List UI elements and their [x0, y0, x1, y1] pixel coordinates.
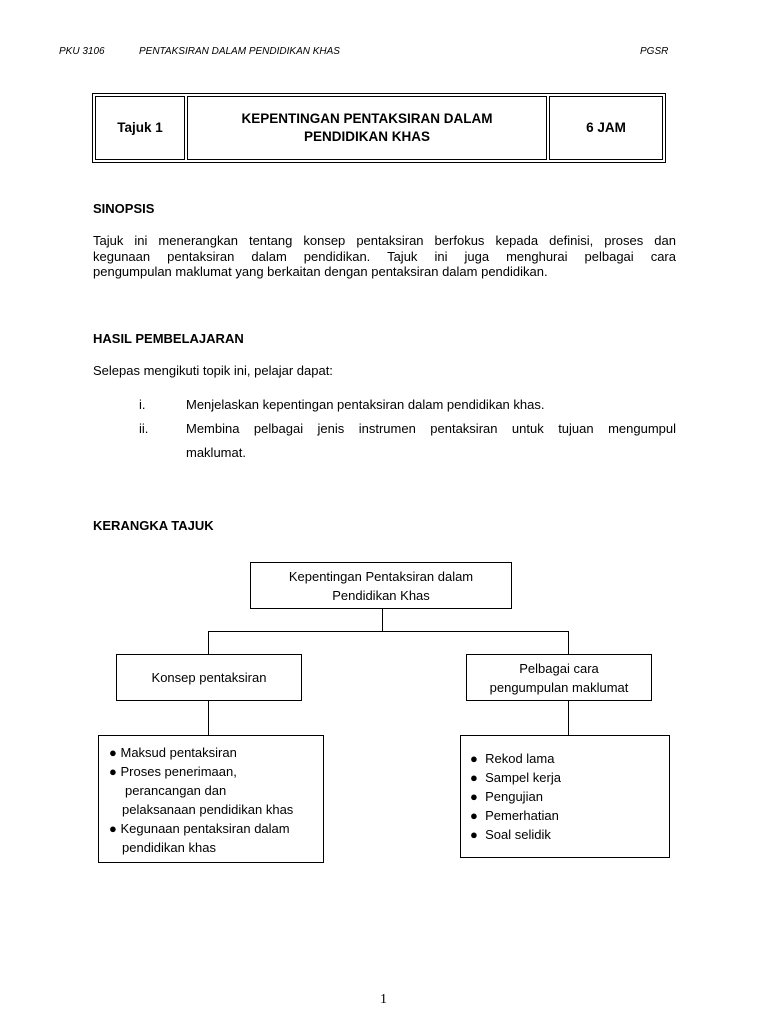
bullet-icon: ● — [470, 808, 478, 823]
header-program: PGSR — [640, 46, 669, 57]
bullet-icon: ● — [470, 789, 478, 804]
list-item-text: Rekod lama — [485, 751, 555, 766]
list-item-continued: pelaksanaan pendidikan khas — [122, 802, 294, 817]
connector-line — [208, 700, 209, 736]
outcome-number: i. — [139, 397, 146, 412]
topic-title — [187, 96, 547, 160]
list-item-text: Soal selidik — [485, 827, 551, 842]
list-item — [109, 743, 323, 762]
root-node-line1: Kepentingan Pentaksiran dalam — [288, 568, 474, 584]
topic-title-line1: KEPENTINGAN PENTAKSIRAN DALAM — [241, 111, 493, 126]
list-item-continued: pendidikan khas — [122, 840, 216, 855]
synopsis-line: kegunaan pentaksiran dalam pendidikan. Tajuk ini juga menghurai pelbagai cara — [93, 248, 676, 264]
list-item-text: Pemerhatian — [485, 808, 559, 823]
list-item — [109, 762, 323, 781]
outcome-text: Menjelaskan kepentingan pentaksiran dalam pendidikan khas. — [186, 397, 545, 412]
left-node-box — [116, 654, 302, 701]
synopsis-paragraph — [93, 233, 676, 280]
header-code: PKU 3106 — [59, 46, 105, 57]
list-item-continued: perancangan dan — [125, 783, 227, 798]
list-item-text: Kegunaan pentaksiran dalam — [120, 821, 290, 836]
root-node-line2: Pendidikan Khas — [332, 587, 430, 603]
list-item-text: Sampel kerja — [485, 770, 561, 785]
outcome-number: ii. — [139, 421, 149, 436]
connector-line — [568, 700, 569, 736]
outcome-text-continued: maklumat. — [186, 445, 246, 460]
bullet-icon: ● — [470, 827, 478, 842]
synopsis-line: pengumpulan maklumat yang berkaitan dengan pentaksiran dalam pendidikan. — [93, 264, 548, 279]
topic-title-box — [92, 93, 666, 163]
right-node-line2: pengumpulan maklumat — [489, 679, 629, 695]
synopsis-line: Tajuk ini menerangkan tentang konsep pentaksiran berfokus kepada definisi, proses dan — [93, 233, 676, 248]
list-item — [470, 787, 669, 806]
connector-line — [208, 631, 569, 632]
bullet-icon: ● — [470, 751, 478, 766]
list-item — [470, 749, 669, 768]
list-item-text: Pengujian — [485, 789, 543, 804]
page-number: 1 — [380, 992, 387, 1007]
bullet-icon: ● — [109, 745, 117, 760]
left-node-label: Konsep pentaksiran — [151, 670, 267, 685]
left-details-box — [98, 735, 324, 863]
bullet-icon: ● — [470, 770, 478, 785]
connector-line — [208, 631, 209, 655]
framework-heading: KERANGKA TAJUK — [93, 518, 214, 533]
topic-hours: 6 JAM — [549, 96, 663, 160]
list-item — [470, 825, 669, 844]
header-course: PENTAKSIRAN DALAM PENDIDIKAN KHAS — [139, 46, 340, 57]
connector-line — [382, 608, 383, 631]
outcome-text: Membina pelbagai jenis instrumen pentaksiran untuk tujuan mengumpul — [186, 421, 676, 436]
connector-line — [568, 631, 569, 654]
topic-title-line2: PENDIDIKAN KHAS — [303, 129, 430, 144]
bullet-icon: ● — [109, 764, 117, 779]
outcomes-intro: Selepas mengikuti topik ini, pelajar dapat: — [93, 363, 333, 378]
topic-number: Tajuk 1 — [95, 96, 185, 160]
bullet-icon: ● — [109, 821, 117, 836]
list-item — [109, 819, 323, 838]
right-details-box — [460, 735, 670, 858]
right-node-line1: Pelbagai cara — [519, 660, 599, 676]
right-node-box — [466, 654, 652, 701]
list-item — [470, 806, 669, 825]
list-item-text: Maksud pentaksiran — [120, 745, 237, 760]
list-item — [470, 768, 669, 787]
synopsis-heading: SINOPSIS — [93, 201, 155, 216]
list-item-text: Proses penerimaan, — [120, 764, 237, 779]
root-node-box — [250, 562, 512, 609]
outcomes-heading: HASIL PEMBELAJARAN — [93, 331, 244, 346]
